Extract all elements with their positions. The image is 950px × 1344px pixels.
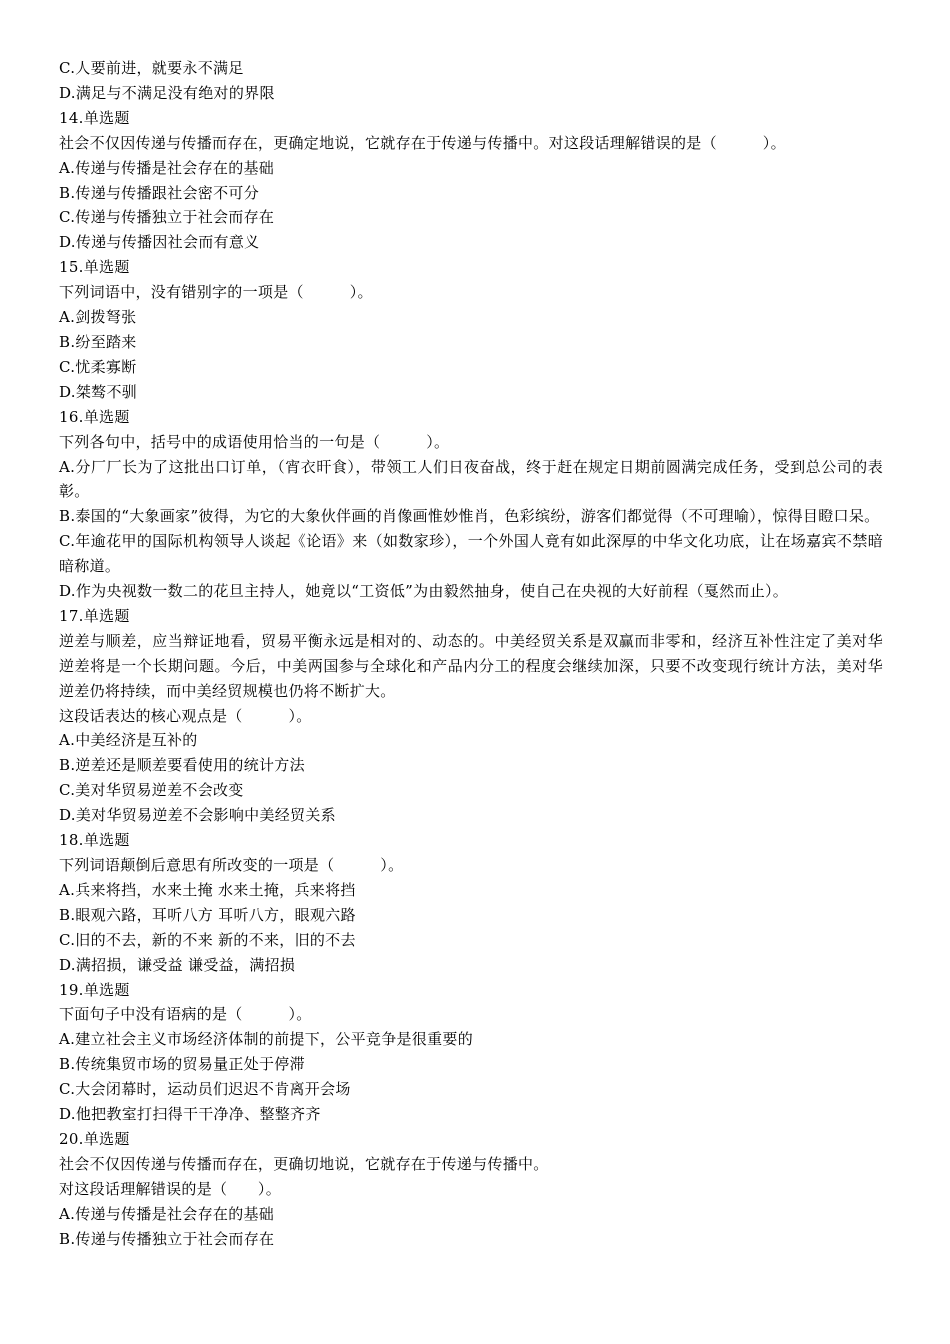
question-header: 20.单选题 bbox=[59, 1129, 130, 1148]
option-b: B.传递与传播跟社会密不可分 bbox=[59, 183, 259, 202]
document-page bbox=[59, 56, 883, 1252]
option-b: B.传统集贸市场的贸易量正处于停滞 bbox=[59, 1055, 305, 1074]
question-stem: 这段话表达的核心观点是（ ）。 bbox=[59, 706, 312, 725]
question-header: 17.单选题 bbox=[59, 606, 130, 625]
question-stem: 下列词语颠倒后意思有所改变的一项是（ ）。 bbox=[59, 856, 404, 874]
option-c: C.旧的不去，新的不来 新的不来，旧的不去 bbox=[59, 930, 356, 949]
question-header: 14.单选题 bbox=[59, 108, 130, 127]
option-a: A.传递与传播是社会存在的基础 bbox=[59, 1204, 275, 1223]
option-a: A.分厂厂长为了这批出口订单，（宵衣旰食），带领工人们日夜奋战，终于赶在规定日期前圆满完成任务，受到总公司的表彰。 bbox=[59, 457, 883, 501]
question-header: 18.单选题 bbox=[59, 831, 130, 850]
question-passage: 逆差与顺差，应当辩证地看，贸易平衡永远是相对的、动态的。中美经贸关系是双赢而非零和，经济互补性注定了美对华逆差将是一个长期问题。今后，中美两国参与全球化和产品内分工的程度会继续加深，只要不改变现行统计方法，美对华逆差仍将持续，而中美经贸规模也仍将不断扩大。 bbox=[59, 631, 883, 700]
question-19 bbox=[59, 978, 883, 1127]
option-b: B.传递与传播独立于社会而存在 bbox=[59, 1229, 275, 1248]
option-c: C.大会闭幕时，运动员们迟迟不肯离开会场 bbox=[59, 1080, 351, 1099]
question-passage: 社会不仅因传递与传播而存在，更确切地说，它就存在于传递与传播中。 bbox=[59, 1154, 549, 1173]
option-d: D.满招损，谦受益 谦受益，满招损 bbox=[59, 955, 296, 974]
question-stem: 下面句子中没有语病的是（ ）。 bbox=[59, 1005, 312, 1024]
question-20 bbox=[59, 1127, 883, 1252]
option-d-top: D.满足与不满足没有绝对的界限 bbox=[59, 83, 275, 102]
option-c-top: C.人要前进，就要永不满足 bbox=[59, 59, 244, 77]
question-stem: 对这段话理解错误的是（ ）。 bbox=[59, 1179, 282, 1198]
option-d: D.桀骜不驯 bbox=[59, 382, 138, 401]
option-c: C.忧柔寡断 bbox=[59, 357, 137, 376]
option-d: D.传递与传播因社会而有意义 bbox=[59, 233, 260, 252]
option-d: D.美对华贸易逆差不会影响中美经贸关系 bbox=[59, 806, 336, 825]
option-b: B.纷至踏来 bbox=[59, 332, 137, 351]
option-a: A.剑拨弩张 bbox=[59, 308, 137, 327]
option-b: B.泰国的“大象画家”彼得，为它的大象伙伴画的肖像画惟妙惟肖，色彩缤纷，游客们都觉得（不可理喻），惊得目瞪口呆。 bbox=[59, 507, 880, 526]
question-15 bbox=[59, 255, 883, 404]
option-a: A.中美经济是互补的 bbox=[59, 731, 198, 750]
option-d: D.他把教室打扫得干干净净、整整齐齐 bbox=[59, 1105, 321, 1124]
option-c: C.年逾花甲的国际机构领导人谈起《论语》来（如数家珍），一个外国人竟有如此深厚的中华文化功底，让在场嘉宾不禁暗暗称道。 bbox=[59, 532, 883, 576]
option-a: A.建立社会主义市场经济体制的前提下，公平竞争是很重要的 bbox=[59, 1030, 474, 1049]
option-c: C.美对华贸易逆差不会改变 bbox=[59, 781, 244, 800]
question-17 bbox=[59, 604, 883, 828]
question-stem: 下列各句中，括号中的成语使用恰当的一句是（ ）。 bbox=[59, 432, 450, 451]
option-a: A.兵来将挡，水来土掩 水来土掩，兵来将挡 bbox=[59, 880, 356, 899]
option-c: C.传递与传播独立于社会而存在 bbox=[59, 208, 275, 227]
option-a: A.传递与传播是社会存在的基础 bbox=[59, 158, 275, 177]
question-18 bbox=[59, 828, 883, 977]
option-b: B.眼观六路，耳听八方 耳听八方，眼观六路 bbox=[59, 905, 356, 924]
option-d: D.作为央视数一数二的花旦主持人，她竟以“工资低”为由毅然抽身，使自己在央视的大好前程（戛然而止）。 bbox=[59, 582, 789, 601]
question-header: 16.单选题 bbox=[59, 407, 130, 426]
question-14 bbox=[59, 106, 883, 255]
question-stem: 社会不仅因传递与传播而存在，更确定地说，它就存在于传递与传播中。对这段话理解错误的是（ ）。 bbox=[59, 133, 786, 152]
option-b: B.逆差还是顺差要看使用的统计方法 bbox=[59, 756, 305, 775]
question-16 bbox=[59, 405, 883, 604]
question-header: 19.单选题 bbox=[59, 980, 130, 999]
question-stem: 下列词语中，没有错别字的一项是（ ）。 bbox=[59, 283, 373, 302]
question-header: 15.单选题 bbox=[59, 258, 130, 277]
